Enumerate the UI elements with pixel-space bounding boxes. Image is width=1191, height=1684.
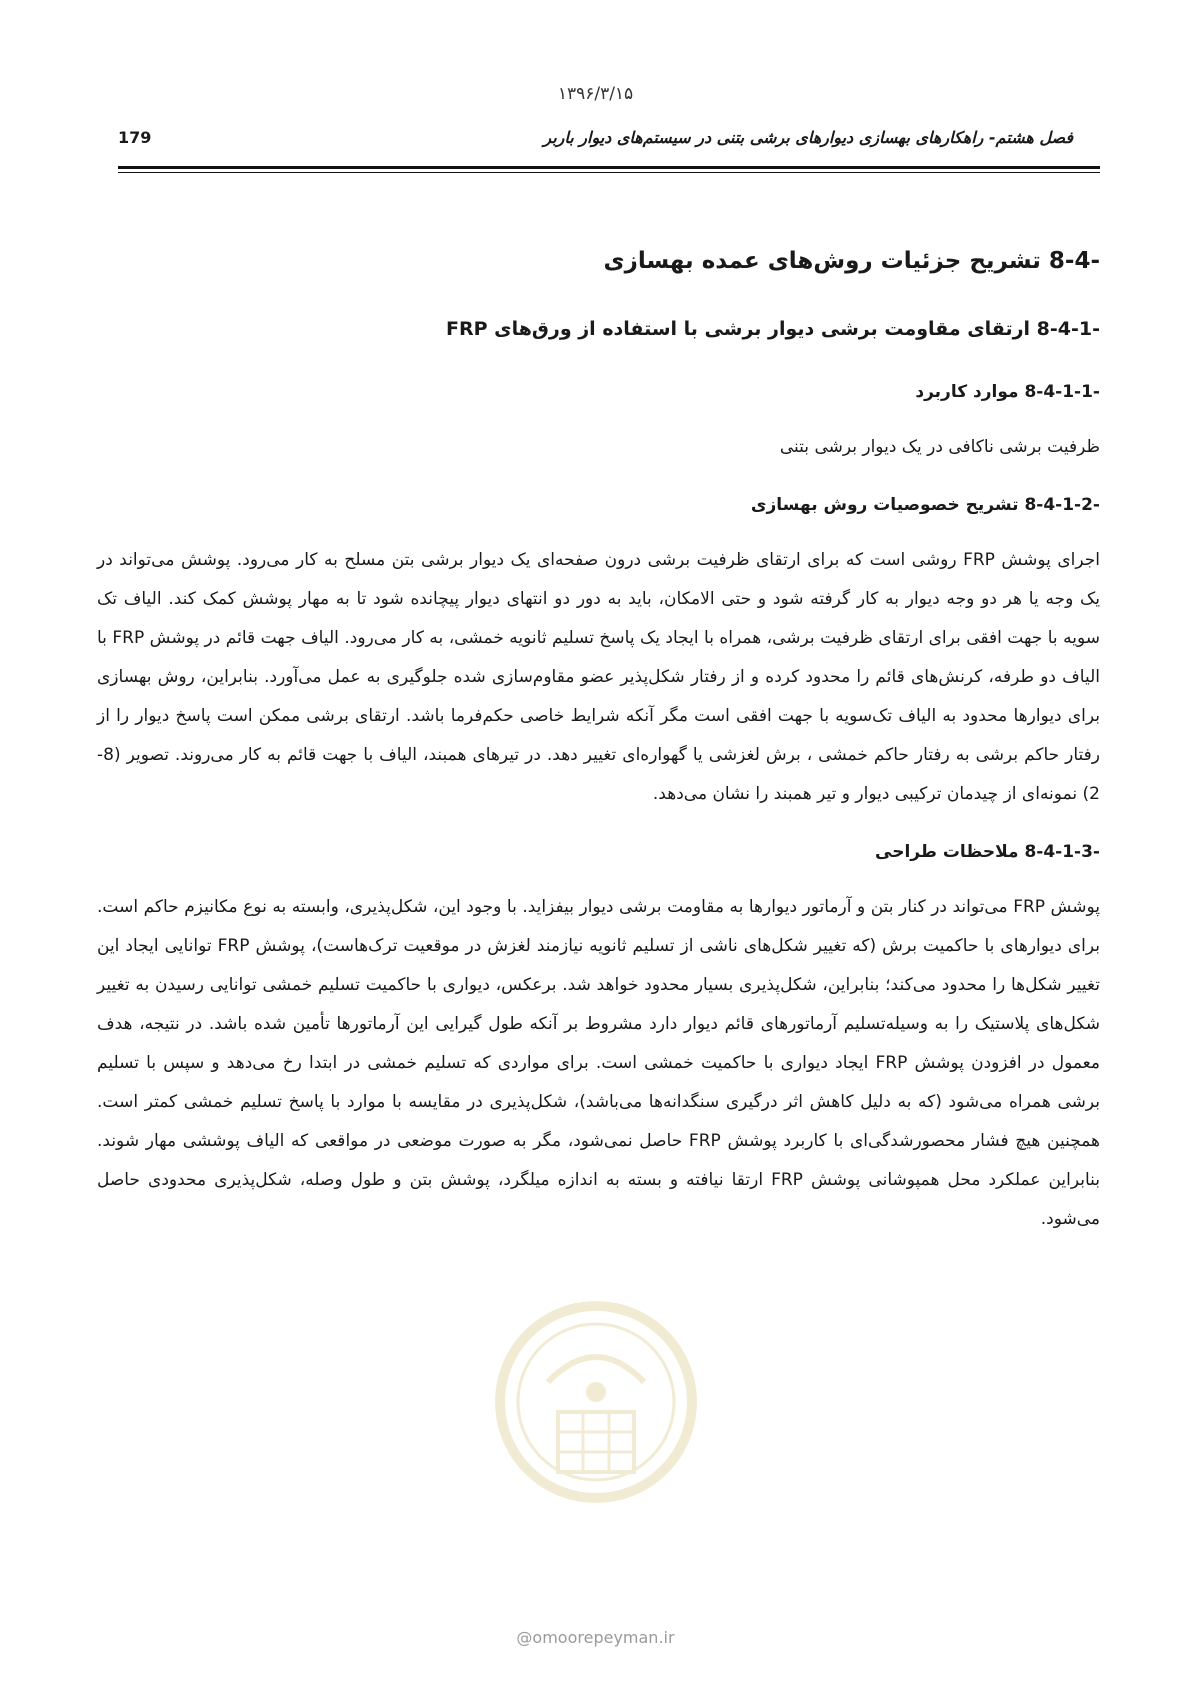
print-date: ۱۳۹۶/۳/۱۵ xyxy=(557,84,634,104)
section-number: 8-4- xyxy=(1048,248,1100,274)
subsubsection-number-1: 8-4-1-1- xyxy=(1024,382,1100,402)
header-rule-thin xyxy=(118,172,1100,173)
section-title: تشریح جزئیات روش‌های عمده بهسازی xyxy=(603,248,1041,274)
subsection-title: ارتقای مقاومت برشی دیوار برشی با استفاده از ورق‌های FRP xyxy=(446,318,1031,340)
watermark-seal-icon xyxy=(488,1292,704,1532)
subsubsection-number-2: 8-4-1-2- xyxy=(1024,495,1100,515)
subsubsection-title-2: تشریح خصوصیات روش بهسازی xyxy=(750,495,1019,515)
page-number: 179 xyxy=(118,128,152,147)
subsection-heading xyxy=(97,318,1100,340)
subsubsection-title-3: ملاحظات طراحی xyxy=(875,842,1019,862)
subsubsection-heading-2 xyxy=(97,495,1100,515)
paragraph-method-description: اجرای پوشش FRP روشی است که برای ارتقای ظرفیت برشی درون صفحه‌ای یک دیوار برشی بتن مسلح به کار می‌رود. پوشش می‌تواند در یک وجه یا هر دو وجه دیوار به کار گرفته شود و حتی الامکان، باید به دور دو انتهای دیوار پیچانده شود تا به مهار پوشش کمک کند. الیاف تک سویه با جهت افقی برای ارتقای ظرفیت برشی، همراه با ایجاد یک پاسخ تسلیم ثانویه خمشی، به کار می‌رود. الیاف جهت قائم در پوشش FRP با الیاف دو طرفه، کرنش‌های قائم را محدود کرده و از رفتار شکل‌پذیر عضو مقاوم‌سازی شده جلوگیری به عمل می‌آورد. بنابراین، روش بهسازی برای دیوارها محدود به الیاف تک‌سویه با جهت افقی است مگر آنکه شرایط خاصی حکم‌فرما باشد. ارتقای برشی ممکن است پاسخ دیوار را از رفتار حاکم برشی به رفتار حاکم خمشی ، برش لغزشی یا گهواره‌ای تغییر دهد. در تیرهای همبند، الیاف با جهت قائم به کار می‌روند. تصویر (8-2) نمونه‌ای از چیدمان ترکیبی دیوار و تیر همبند را نشان می‌دهد. xyxy=(97,550,1100,804)
watermark-site-text: @omoorepeyman.ir xyxy=(516,1628,675,1647)
subsubsection-title-1: موارد کاربرد xyxy=(915,382,1019,402)
section-heading xyxy=(97,248,1100,274)
page-content xyxy=(97,248,1100,1267)
header-rule-thick xyxy=(118,166,1100,169)
paragraph-design-considerations: پوشش FRP می‌تواند در کنار بتن و آرماتور دیوارها به مقاومت برشی دیوار بیفزاید. با وجود این، شکل‌پذیری، وابسته به نوع مکانیزم حاکم است. برای دیوارهای با حاکمیت برش (که تغییر شکل‌های ناشی از تسلیم ثانویه نیازمند لغزش در موقعیت ترک‌هاست)، پوشش FRP توانایی ایجاد این تغییر شکل‌ها را محدود می‌کند؛ بنابراین، شکل‌پذیری بسیار محدود خواهد شد. برعکس، دیواری با حاکمیت تسلیم خمشی توانایی رسیدن به تغییر شکل‌های پلاستیک را به وسیله‌تسلیم آرماتورهای قائم دیوار دارد مشروط بر آنکه طول گیرایی این آرماتورها تأمین شده باشد. در نتیجه، هدف معمول در افزودن پوشش FRP ایجاد دیواری با حاکمیت خمشی است. برای مواردی که تسلیم خمشی در ابتدا رخ می‌دهد و سپس با تسلیم برشی همراه می‌شود (که به دلیل کاهش اثر درگیری سنگدانه‌ها می‌باشد)، شکل‌پذیری در مقایسه با موارد با پاسخ تسلیم خمشی کمتر است. همچنین هیچ فشار محصورشدگی‌ای با کاربرد پوشش FRP حاصل نمی‌شود، مگر به صورت موضعی در مواقعی که الیاف پوششی مهار شوند. بنابراین عملکرد محل همپوشانی پوشش FRP ارتقا نیافته و بسته به اندازه میلگرد، پوشش بتن و طول وصله، شکل‌پذیری محدودی حاصل می‌شود. xyxy=(97,897,1101,1229)
subsection-number: 8-4-1- xyxy=(1036,318,1100,340)
subsubsection-heading-1 xyxy=(97,382,1100,402)
subsubsection-heading-3 xyxy=(97,842,1100,862)
chapter-header-title: فصل هشتم- راهکارهای بهسازی دیوارهای برشی بتنی در سیستم‌های دیوار باربر xyxy=(543,128,1073,147)
paragraph-applications: ظرفیت برشی ناکافی در یک دیوار برشی بتنی xyxy=(779,437,1100,457)
subsubsection-number-3: 8-4-1-3- xyxy=(1024,842,1100,862)
